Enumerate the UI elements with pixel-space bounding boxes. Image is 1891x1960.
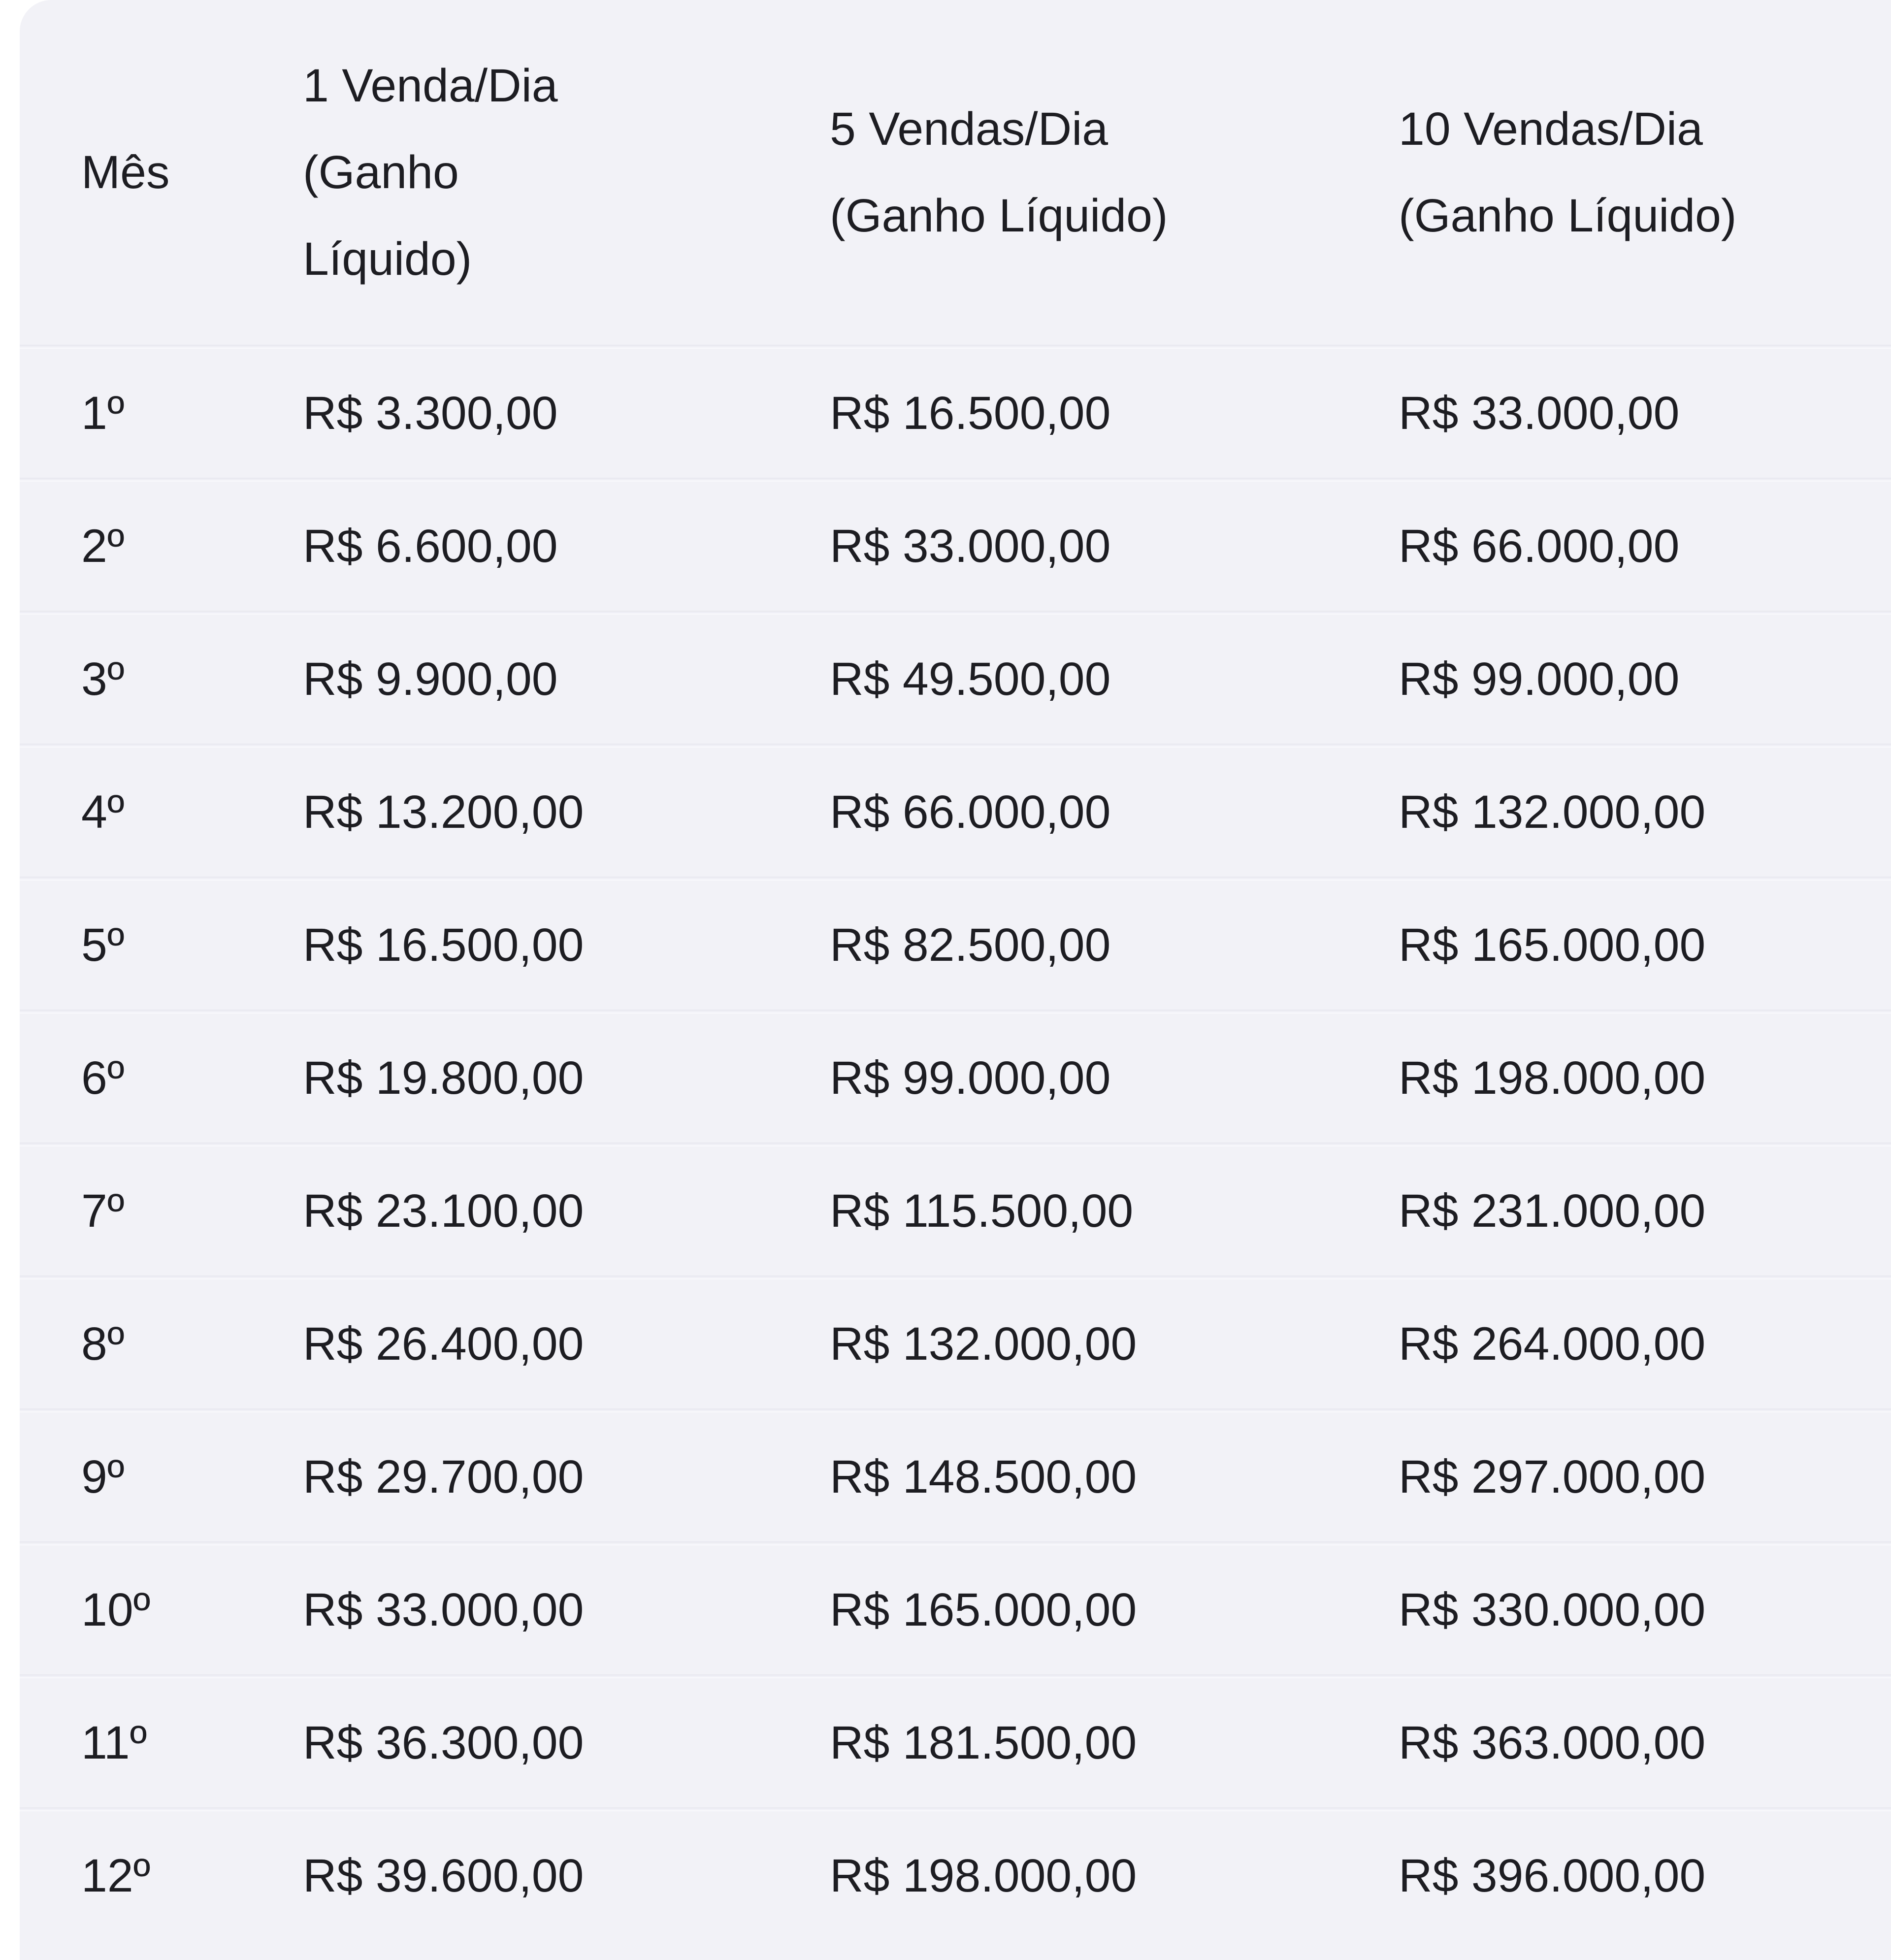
column-header-5-sales-line-1: 5 Vendas/Dia (830, 103, 1109, 155)
column-header-1-sale-line-1: 1 Venda/Dia (303, 60, 558, 112)
value-1-sale-cell: R$ 36.300,00 (303, 1716, 584, 1769)
value-10-sales-cell: R$ 363.000,00 (1399, 1716, 1706, 1769)
month-cell: 12º (81, 1849, 151, 1902)
row-separator (20, 345, 1891, 349)
row-separator (20, 478, 1891, 482)
table-header-row (20, 0, 1891, 345)
month-cell: 11º (81, 1716, 147, 1769)
value-1-sale-cell: R$ 29.700,00 (303, 1450, 584, 1503)
value-5-sales-cell: R$ 49.500,00 (830, 653, 1111, 705)
value-5-sales-cell: R$ 198.000,00 (830, 1849, 1137, 1902)
month-cell: 8º (81, 1317, 125, 1370)
column-header-5-sales-line-2: (Ganho Líquido) (830, 190, 1168, 242)
value-1-sale-cell: R$ 39.600,00 (303, 1849, 584, 1902)
column-header-5-sales-per-day (830, 86, 1399, 259)
column-header-1-sale-line-3: Líquido) (303, 233, 472, 285)
column-header-month (81, 129, 303, 216)
row-separator (20, 1010, 1891, 1013)
value-10-sales-cell: R$ 264.000,00 (1399, 1317, 1706, 1370)
value-1-sale-cell: R$ 6.600,00 (303, 520, 558, 572)
table-row-month-10 (20, 1545, 1891, 1674)
earnings-projection-table (20, 0, 1891, 1960)
value-5-sales-cell: R$ 16.500,00 (830, 387, 1111, 439)
value-5-sales-cell: R$ 82.500,00 (830, 918, 1111, 971)
table-row-month-5 (20, 881, 1891, 1010)
value-5-sales-cell: R$ 148.500,00 (830, 1450, 1137, 1503)
value-1-sale-cell: R$ 26.400,00 (303, 1317, 584, 1370)
table-row-month-8 (20, 1279, 1891, 1408)
table-row-month-6 (20, 1013, 1891, 1143)
table-row-month-11 (20, 1678, 1891, 1807)
value-10-sales-cell: R$ 165.000,00 (1399, 918, 1706, 971)
column-header-1-sale-per-day (303, 42, 830, 302)
value-1-sale-cell: R$ 13.200,00 (303, 785, 584, 838)
value-10-sales-cell: R$ 99.000,00 (1399, 653, 1680, 705)
table-row-month-12 (20, 1811, 1891, 1940)
value-10-sales-cell: R$ 231.000,00 (1399, 1184, 1706, 1237)
table-row-month-2 (20, 482, 1891, 611)
month-cell: 1º (81, 387, 125, 439)
value-5-sales-cell: R$ 33.000,00 (830, 520, 1111, 572)
column-header-10-sales-per-day (1399, 86, 1891, 259)
row-separator (20, 1541, 1891, 1545)
row-separator (20, 1674, 1891, 1678)
table-row-month-7 (20, 1146, 1891, 1275)
month-cell: 2º (81, 520, 125, 572)
value-1-sale-cell: R$ 33.000,00 (303, 1583, 584, 1636)
column-header-1-sale-line-2: (Ganho (303, 146, 459, 198)
row-separator (20, 1408, 1891, 1412)
value-1-sale-cell: R$ 9.900,00 (303, 653, 558, 705)
table-row-month-9 (20, 1412, 1891, 1541)
month-cell: 5º (81, 918, 125, 971)
column-header-10-sales-line-1: 10 Vendas/Dia (1399, 103, 1703, 155)
row-separator (20, 1143, 1891, 1146)
value-10-sales-cell: R$ 33.000,00 (1399, 387, 1680, 439)
row-separator (20, 744, 1891, 748)
month-cell: 4º (81, 785, 125, 838)
value-10-sales-cell: R$ 198.000,00 (1399, 1051, 1706, 1104)
month-cell: 10º (81, 1583, 151, 1636)
column-header-10-sales-line-2: (Ganho Líquido) (1399, 190, 1737, 242)
value-5-sales-cell: R$ 66.000,00 (830, 785, 1111, 838)
value-1-sale-cell: R$ 3.300,00 (303, 387, 558, 439)
row-separator (20, 877, 1891, 881)
column-header-month-label: Mês (81, 146, 170, 198)
value-1-sale-cell: R$ 16.500,00 (303, 918, 584, 971)
table-row-month-4 (20, 748, 1891, 877)
row-separator (20, 1807, 1891, 1811)
value-5-sales-cell: R$ 99.000,00 (830, 1051, 1111, 1104)
value-5-sales-cell: R$ 165.000,00 (830, 1583, 1137, 1636)
month-cell: 7º (81, 1184, 125, 1237)
value-5-sales-cell: R$ 132.000,00 (830, 1317, 1137, 1370)
row-separator (20, 611, 1891, 615)
value-10-sales-cell: R$ 132.000,00 (1399, 785, 1706, 838)
value-5-sales-cell: R$ 181.500,00 (830, 1716, 1137, 1769)
table-row-month-1 (20, 349, 1891, 478)
value-1-sale-cell: R$ 19.800,00 (303, 1051, 584, 1104)
value-10-sales-cell: R$ 66.000,00 (1399, 520, 1680, 572)
value-10-sales-cell: R$ 330.000,00 (1399, 1583, 1706, 1636)
value-10-sales-cell: R$ 297.000,00 (1399, 1450, 1706, 1503)
month-cell: 3º (81, 653, 125, 705)
value-10-sales-cell: R$ 396.000,00 (1399, 1849, 1706, 1902)
table-row-month-3 (20, 615, 1891, 744)
month-cell: 9º (81, 1450, 125, 1503)
value-1-sale-cell: R$ 23.100,00 (303, 1184, 584, 1237)
month-cell: 6º (81, 1051, 125, 1104)
row-separator (20, 1275, 1891, 1279)
value-5-sales-cell: R$ 115.500,00 (830, 1184, 1134, 1237)
